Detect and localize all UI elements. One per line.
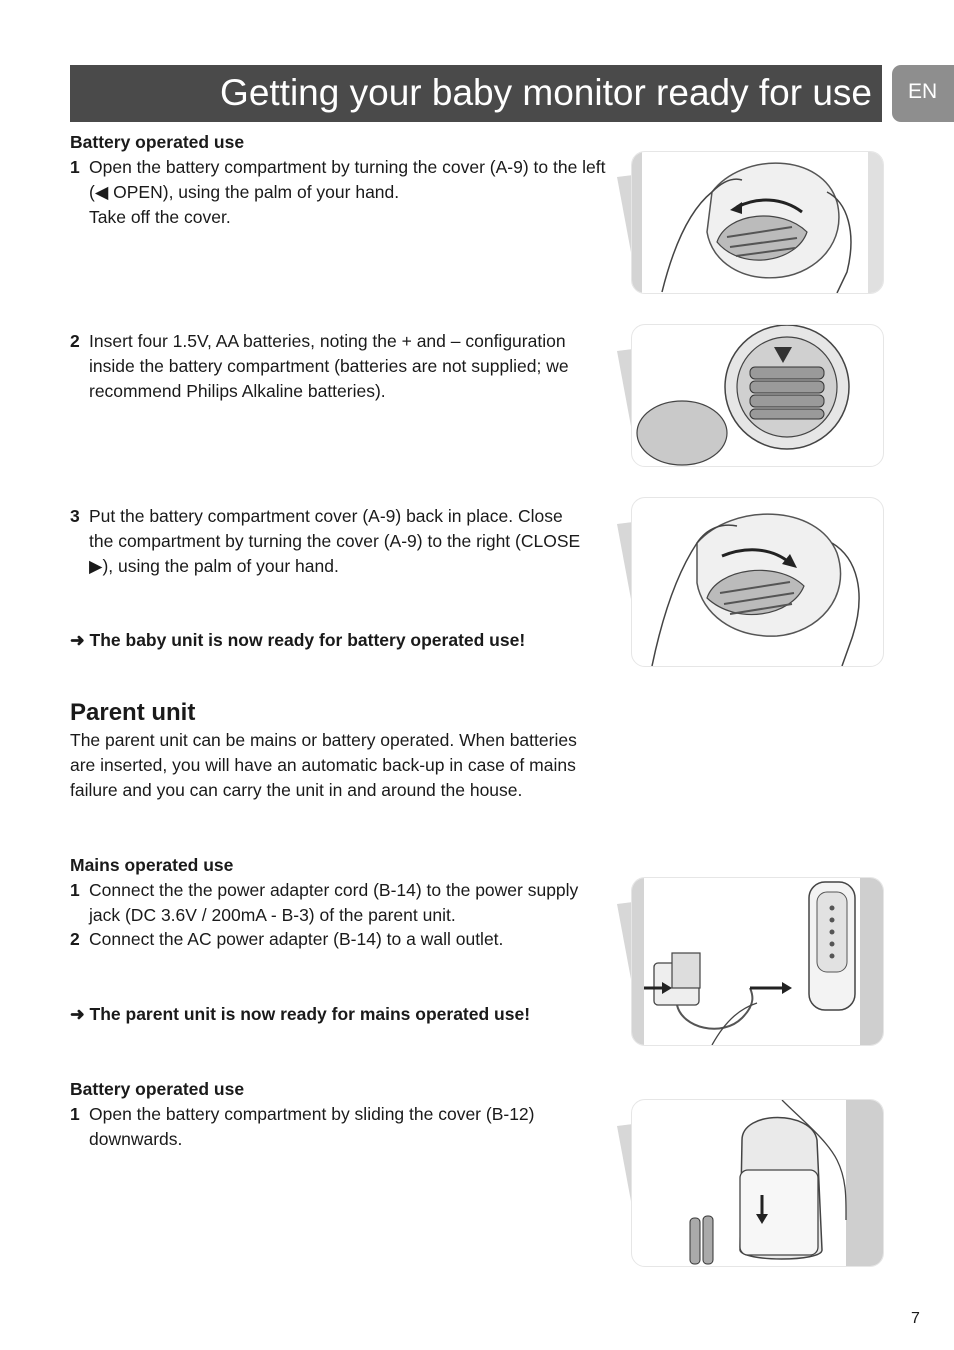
parent-battery-heading: Battery operated use [70,1079,245,1099]
page-title: Getting your baby monitor ready for use [220,72,872,113]
step-number: 1 [70,157,80,177]
step-item [70,504,590,578]
step-text: Open the battery compartment by sliding the cover (B-12) downwards. [89,1104,535,1149]
step-number: 2 [70,331,80,351]
step-text: Connect the AC power adapter (B-14) to a wall outlet. [89,929,504,949]
result-note: ➜ The parent unit is now ready for mains operated use! [70,1004,531,1024]
step-item [70,927,610,952]
illustration-open-cover [631,151,884,294]
language-tab-label: EN [908,80,938,103]
illustration-power-adapter [631,877,884,1046]
step-number: 3 [70,506,80,526]
illustration-close-cover [631,497,884,667]
parent-unit-heading: Parent unit [70,699,196,726]
illustration-insert-batteries [631,324,884,467]
step-number: 1 [70,1104,80,1124]
step-item [70,1102,610,1152]
step-item [70,155,610,229]
step-text: Insert four 1.5V, AA batteries, noting the + and – configuration inside the battery compartment (batteries are not supplied; we recommend Philips Alkaline batteries). [89,331,569,401]
step-number: 1 [70,880,80,900]
page-title-bar [70,65,882,122]
language-tab [892,65,954,122]
parent-unit-intro: The parent unit can be mains or battery operated. When batteries are inserted, you will have an automatic back-up in case of mains failure and you can carry the unit in and around the house. [70,730,577,800]
battery-operated-heading: Battery operated use [70,132,245,152]
step-text: Put the battery compartment cover (A-9) back in place. Close the compartment by turning the cover (A-9) to the right (CLOSE ▶), using the palm of your hand. [89,506,581,576]
mains-operated-heading: Mains operated use [70,855,234,875]
step-item [70,329,610,403]
step-item [70,878,610,928]
step-number: 2 [70,929,80,949]
step-text: Connect the the power adapter cord (B-14) to the power supply jack (DC 3.6V / 200mA - B-3) of the parent unit. [89,880,579,925]
page-number: 7 [911,1310,920,1327]
step-text: Open the battery compartment by turning the cover (A-9) to the left (◀ OPEN), using the palm of your hand. Take off the cover. [89,157,606,227]
illustration-slide-cover [631,1099,884,1267]
result-note: ➜ The baby unit is now ready for battery operated use! [70,630,526,650]
